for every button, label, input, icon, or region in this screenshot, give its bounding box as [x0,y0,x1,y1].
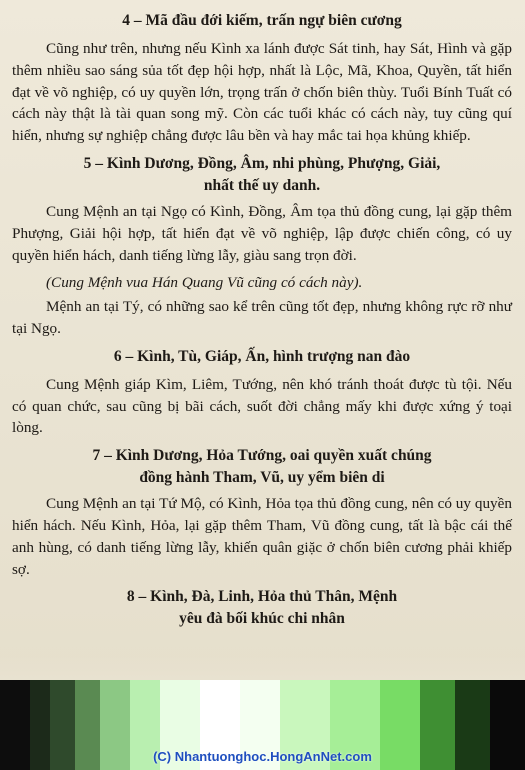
heading-line: 6 – Kình, Tù, Giáp, Ấn, hình trượng nan đào [113,347,411,365]
heading-line: 5 – Kình Dương, Đồng, Âm, nhi phùng, Phượng, Giải, [83,154,441,172]
watermark-text: (C) Nhantuonghoc.HongAnNet.com [153,749,372,764]
heading-line: yêu đà bối khúc chi nhân [179,610,345,628]
section-7 [12,445,512,580]
section-4 [12,10,512,147]
paragraph: Cung Mệnh an tại Ngọ có Kình, Đồng, Âm tọa thủ đồng cung, lại gặp thêm Phượng, Giải hội hợp, tất hiển đạt về võ nghiệp, lập được chiến công, có uy quyền hiển hách, danh tiếng lừng lẫy, giàu sang trọn đời. [12,202,512,264]
heading-line: 8 – Kình, Đà, Linh, Hỏa thủ Thân, Mệnh [126,588,398,606]
heading-line: 7 – Kình Dương, Hỏa Tướng, oai quyền xuất chúng [92,447,432,465]
paragraph: Cũng như trên, nhưng nếu Kình xa lánh được Sát tinh, hay Sát, Hình và gặp thêm nhiều sao sáng sủa tốt đẹp hội hợp, nhất là Lộc, Mã, Khoa, Quyền, tất hiển đạt về võ nghiệp, có uy quyền lớn, trọng trấn ở chốn biên thùy. Tuổi Bính Tuất có cách này thật là tài quan song mỹ. Còn các tuổi khác có cách này, tuy cũng quí hiển, nhưng sự nghiệp chẳng được lâu bền và hay mắc tai họa khủng khiếp. [12,40,512,145]
paragraph: Cung Mệnh an tại Tứ Mộ, có Kình, Hỏa tọa thủ đồng cung, nên có uy quyền hiển hách. Nếu Kình, Hỏa, lại gặp thêm Tham, Vũ đồng cung, tất là bậc cái thế anh hùng, có danh tiếng lừng lẫy, khiến quân giặc ở chốn biên cương phải khiếp sợ. [12,495,512,578]
section-8 [12,586,512,630]
page-fade [0,656,525,680]
heading-line: 4 – Mã đầu đới kiếm, trấn ngự biên cương [122,12,402,29]
section-heading [12,10,512,32]
section-heading [12,153,512,197]
page-content [12,10,512,636]
section-6 [12,346,512,439]
section-heading [12,445,512,489]
paragraph-note: (Cung Mệnh vua Hán Quang Vũ cũng có cách này). [46,274,363,292]
section-heading [12,586,512,630]
heading-line: đồng hành Tham, Vũ, uy yểm biên di [139,469,385,487]
heading-line: nhất thế uy danh. [203,176,321,194]
paragraph: Mệnh an tại Tý, có những sao kể trên cũng tốt đẹp, nhưng không rực rỡ như tại Ngọ. [12,298,512,337]
paragraph: Cung Mệnh giáp Kìm, Liêm, Tướng, nên khó tránh thoát được tù tội. Nếu có quan chức, sau cũng bị bãi cách, suốt đời chẳng mấy khi được xứng ý toại lòng. [12,375,512,437]
section-5 [12,153,512,340]
section-heading [12,346,512,368]
